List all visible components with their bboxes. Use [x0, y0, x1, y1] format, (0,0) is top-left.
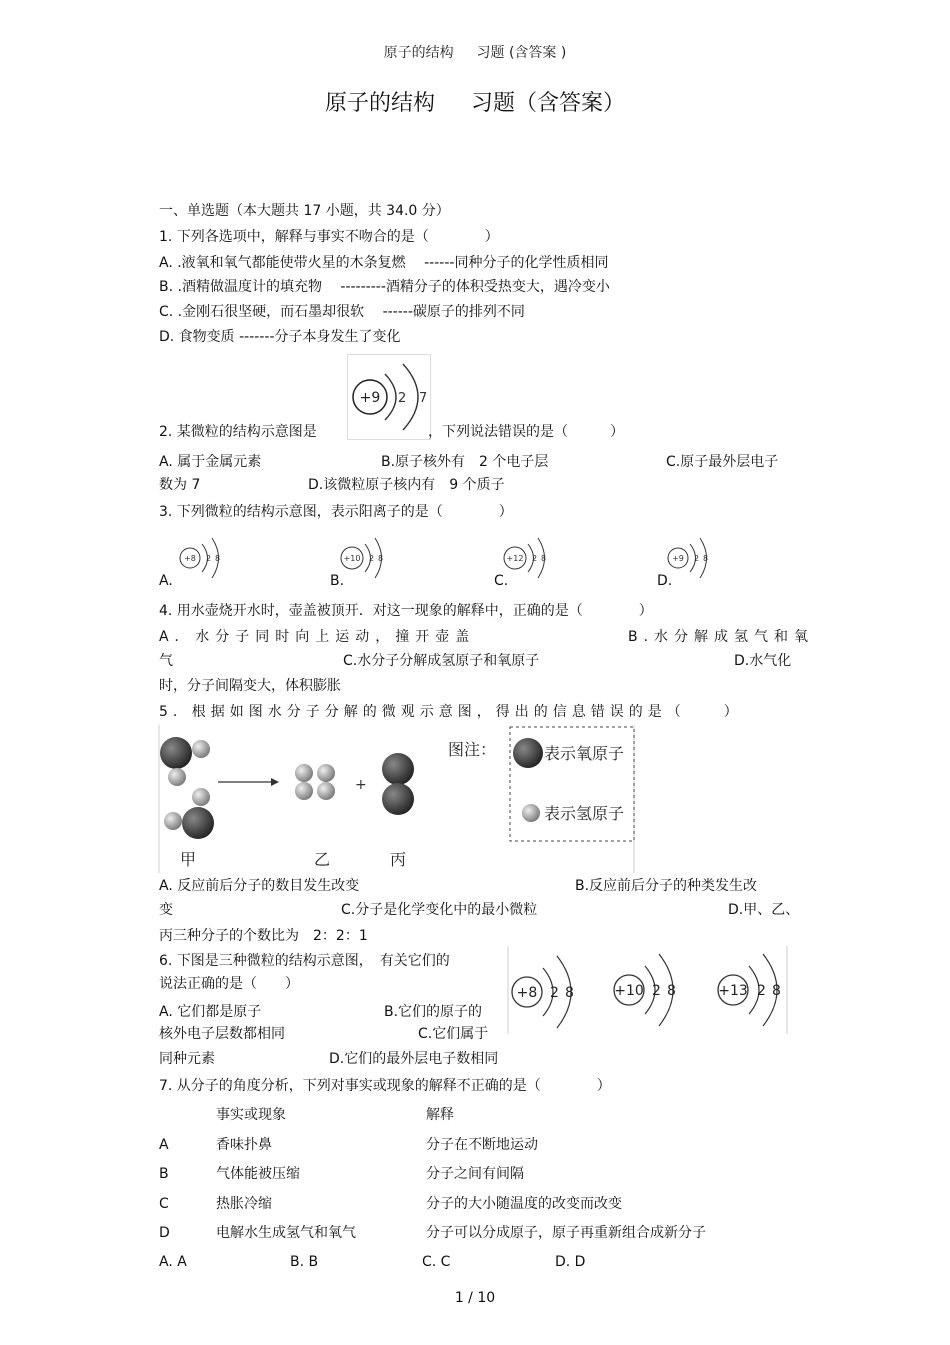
option-a: A. .液氧和氧气都能使带火星的木条复燃 ------同种分子的化学性质相同 — [159, 255, 609, 271]
shell-electron-count: 8 — [378, 554, 384, 563]
ion-diagram-a — [175, 532, 227, 584]
shell-electron-count: 2 — [550, 985, 559, 1001]
option-a: A. 反应前后分子的数目发生改变 — [159, 878, 360, 894]
shell-electron-count: 2 — [652, 983, 661, 999]
shell-electron-count: 8 — [565, 985, 574, 1001]
table-row-label: C — [159, 1196, 169, 1212]
ion-diagram-d — [663, 532, 715, 584]
question-stem: 4. 用水壶烧开水时，壶盖被顶开．对这一现象的解释中，正确的是（ ） — [159, 603, 653, 619]
hydrogen-atom — [192, 740, 210, 758]
option-b: B. B — [290, 1254, 319, 1270]
table-cell-fact: 热胀冷缩 — [216, 1196, 272, 1212]
option-d-cont: 丙三种分子的个数比为 2：2：1 — [159, 928, 368, 944]
three-particles-figure — [507, 946, 789, 1034]
shell-electron-count: 8 — [667, 983, 676, 999]
hydrogen-atom — [317, 782, 335, 800]
option-d: D. D — [555, 1254, 586, 1270]
option-c: C.分子是化学变化中的最小微粒 — [341, 902, 538, 918]
option-a: A. 属于金属元素 — [159, 454, 262, 470]
oxygen-atom — [182, 807, 214, 839]
option-c-cont: 数为 7 — [159, 477, 201, 493]
option-c-cont: 同种元素 — [159, 1051, 215, 1067]
table-cell-explanation: 分子在不断地运动 — [426, 1137, 538, 1153]
option-d: D.水气化 — [734, 653, 792, 669]
option-a: A. A — [159, 1254, 187, 1270]
shell-electron-count: 2 — [206, 554, 212, 563]
question-stem: 6. 下图是三种微粒的结构示意图， 有关它们的 — [159, 953, 450, 969]
question-stem: 1. 下列各选项中，解释与事实不吻合的是（ ） — [159, 229, 499, 245]
option-c: C. .金刚石很坚硬，而石墨却很软 ------碳原子的排列不同 — [159, 304, 525, 320]
option-b: B.反应前后分子的种类发生改 — [575, 878, 758, 894]
nucleus-charge: +13 — [718, 983, 748, 999]
ion-diagram-b — [337, 532, 391, 584]
water-decomposition-figure — [158, 725, 638, 873]
option-d: D. 食物变质 -------分子本身发生了变化 — [159, 329, 401, 345]
option-d: D.该微粒原子核内有 9 个质子 — [308, 477, 505, 493]
nucleus-charge: +8 — [184, 554, 196, 563]
option-b: B.水分解成氢气和氧 — [628, 629, 815, 645]
shell-electron-count: 2 — [694, 554, 700, 563]
option-b: B.原子核外有 2 个电子层 — [381, 454, 549, 470]
question-stem: 5. 根据如图水分子分解的微观示意图，得出的信息错误的是（ ） — [159, 704, 743, 720]
table-cell-fact: 香味扑鼻 — [216, 1137, 272, 1153]
table-row-label: B — [159, 1166, 169, 1182]
hydrogen-atom — [192, 788, 210, 806]
shell-electron-count: 2 — [757, 983, 766, 999]
legend-hydrogen-swatch — [522, 804, 540, 822]
shell-electron-count: 8 — [703, 554, 709, 563]
option-b-cont: 气 — [159, 653, 173, 669]
nucleus-charge: +10 — [343, 554, 361, 563]
nucleus-charge: +12 — [506, 554, 524, 563]
option-b: B. .酒精做温度计的填充物 ---------酒精分子的体积受热变大，遇冷变小 — [159, 279, 610, 295]
table-header-explanation: 解释 — [426, 1107, 454, 1123]
label-jia: 甲 — [180, 850, 197, 869]
hydrogen-atom — [295, 764, 313, 782]
table-cell-fact: 电解水生成氢气和氧气 — [216, 1225, 356, 1241]
page-number: 1 / 10 — [454, 1290, 496, 1306]
option-c: C.水分子分解成氢原子和氧原子 — [343, 653, 540, 669]
legend-title: 图注： — [448, 740, 497, 759]
option-d: D.它们的最外层电子数相同 — [329, 1051, 499, 1067]
section-heading: 一、单选题（本大题共 17 小题，共 34.0 分） — [159, 203, 450, 219]
atom-structure-diagram — [347, 354, 431, 440]
option-d-cont: 时，分子间隔变大，体积膨胀 — [159, 678, 341, 694]
legend-oxygen-swatch — [513, 738, 543, 768]
option-a: A. 水分子同时向上运动，撞开壶盖 — [159, 629, 476, 645]
nucleus-charge: +9 — [359, 390, 381, 406]
ion-diagram-c — [500, 532, 554, 584]
shell-electron-count: 2 — [398, 391, 407, 406]
page-title: 原子的结构 习题（含答案） — [325, 91, 625, 116]
hydrogen-atom — [295, 782, 313, 800]
plus-sign: + — [355, 777, 367, 793]
table-header-fact: 事实或现象 — [216, 1107, 286, 1123]
shell-electron-count: 2 — [532, 554, 538, 563]
question-stem-cont: 说法正确的是（ ） — [159, 976, 299, 992]
running-header: 原子的结构 习题 (含答案 ) — [383, 45, 567, 61]
question-stem: 3. 下列微粒的结构示意图，表示阳离子的是（ ） — [159, 504, 513, 520]
label-bing: 丙 — [390, 850, 407, 869]
label-yi: 乙 — [314, 850, 331, 869]
shell-electron-count: 8 — [541, 554, 547, 563]
option-b-cont: 变 — [159, 902, 173, 918]
arrow-head — [271, 778, 279, 786]
question-stem: 7. 从分子的角度分析，下列对事实或现象的解释不正确的是（ ） — [159, 1078, 611, 1094]
option-c: C. C — [422, 1254, 451, 1270]
table-cell-explanation: 分子之间有间隔 — [426, 1166, 524, 1182]
table-cell-explanation: 分子的大小随温度的改变而改变 — [426, 1196, 622, 1212]
table-row-label: A — [159, 1137, 169, 1153]
table-cell-explanation: 分子可以分成原子，原子再重新组合成新分子 — [426, 1225, 706, 1241]
oxygen-atom — [382, 783, 414, 815]
shell-electron-count: 8 — [772, 983, 781, 999]
option-d: D.甲、乙、 — [728, 902, 800, 918]
nucleus-charge: +9 — [672, 554, 684, 563]
hydrogen-atom — [317, 764, 335, 782]
shell-electron-count: 8 — [215, 554, 221, 563]
option-d-label: D. — [657, 573, 673, 589]
option-c: C.它们属于 — [418, 1026, 489, 1042]
legend-hydrogen-label: 表示氢原子 — [544, 804, 625, 823]
oxygen-atom — [160, 737, 192, 769]
table-row-label: D — [159, 1225, 170, 1241]
option-b-cont: 核外电子层数都相同 — [159, 1026, 285, 1042]
option-c: C.原子最外层电子 — [666, 454, 779, 470]
hydrogen-atom — [164, 812, 182, 830]
oxygen-atom — [382, 753, 414, 785]
option-b-label: B. — [330, 573, 345, 589]
nucleus-charge: +8 — [516, 985, 538, 1001]
option-a-label: A. — [159, 573, 173, 589]
question-stem: 2. 某微粒的结构示意图是 — [159, 424, 317, 440]
option-c-label: C. — [494, 573, 509, 589]
legend-oxygen-label: 表示氧原子 — [544, 744, 625, 763]
question-stem-cont: ，下列说法错误的是（ ） — [428, 424, 624, 440]
shell-electron-count: 2 — [369, 554, 375, 563]
option-a: A. 它们都是原子 — [159, 1004, 262, 1020]
hydrogen-atom — [168, 768, 186, 786]
shell-electron-count: 7 — [419, 391, 428, 406]
option-b: B.它们的原子的 — [384, 1004, 483, 1020]
table-cell-fact: 气体能被压缩 — [216, 1166, 300, 1182]
nucleus-charge: +10 — [614, 983, 644, 999]
